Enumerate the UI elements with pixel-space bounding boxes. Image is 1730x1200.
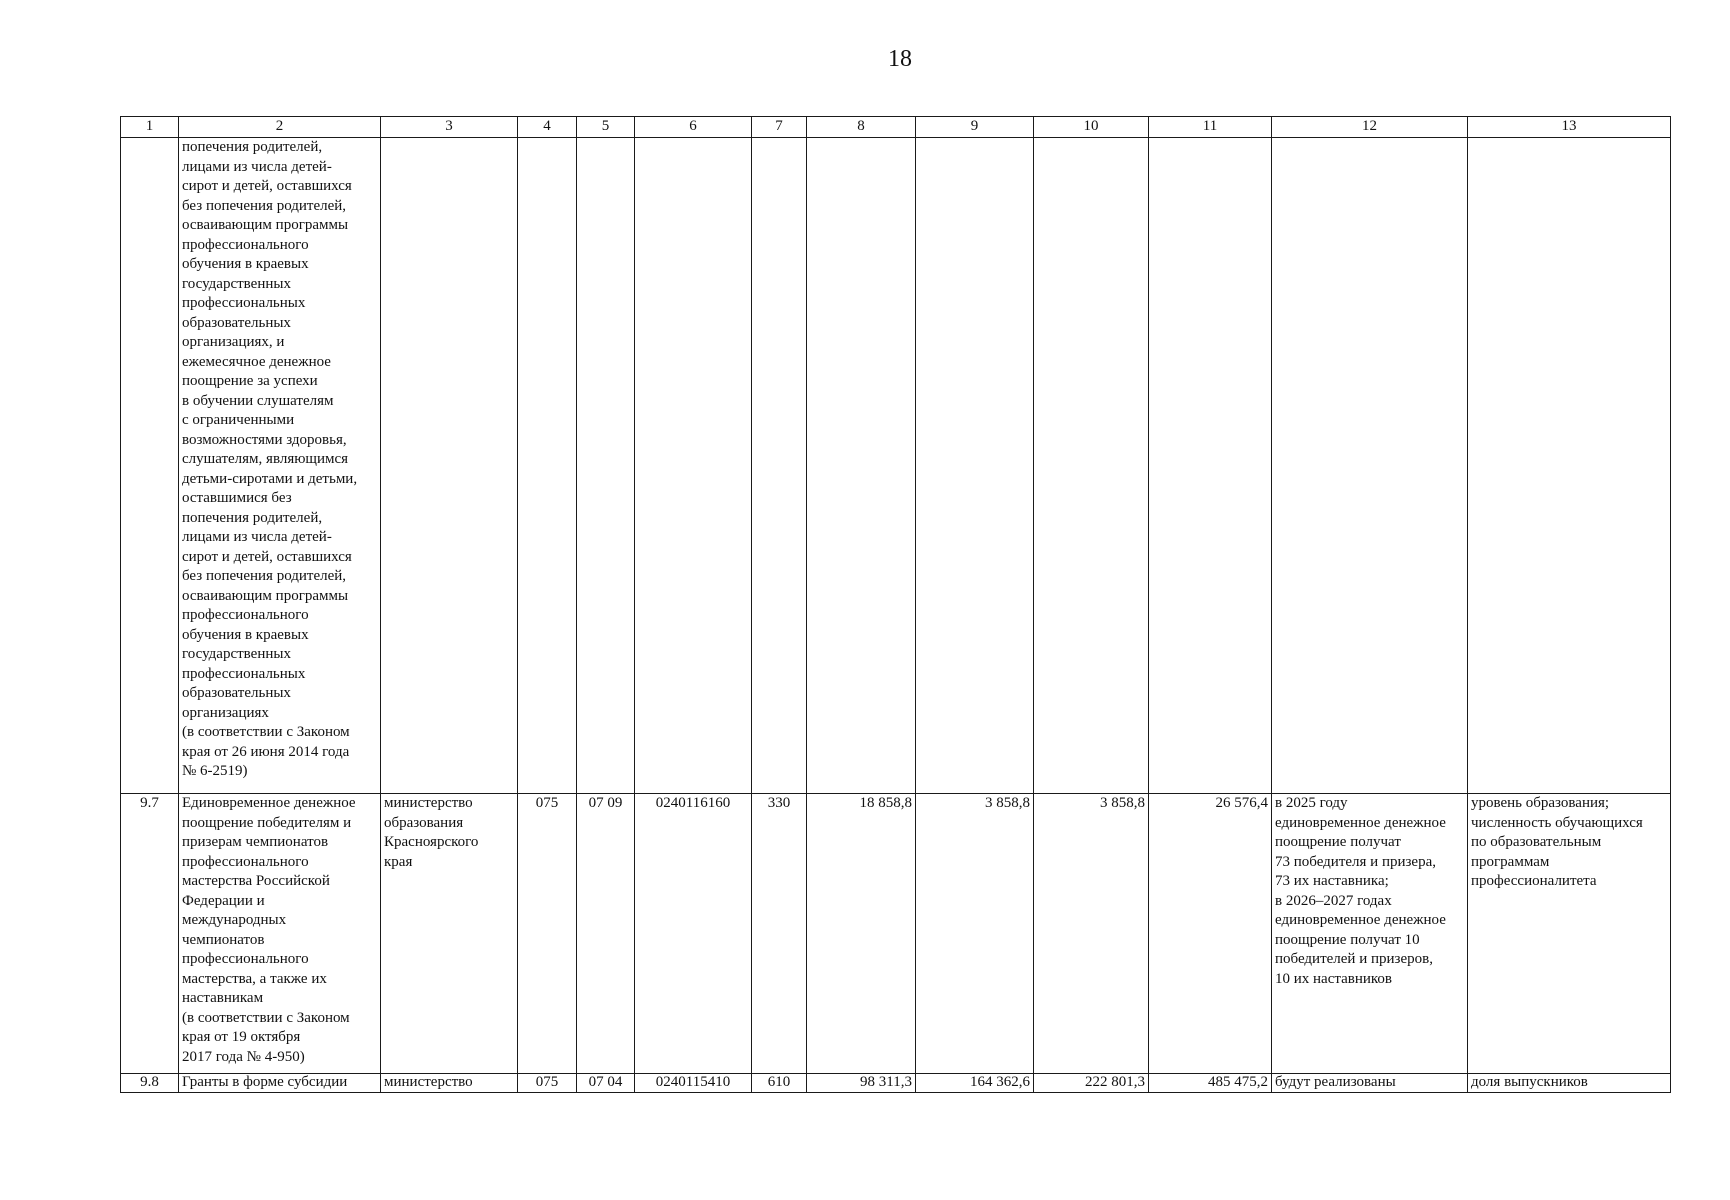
cell-indicator: доля выпускников <box>1468 1074 1671 1093</box>
cell-expense-type <box>752 138 807 794</box>
cell-amount-2026: 164 362,6 <box>916 1074 1034 1093</box>
col-header-1: 1 <box>121 117 179 138</box>
table-row-9-7 <box>121 794 1671 1074</box>
cell-grbs-code: 075 <box>518 794 577 1074</box>
cell-amount-2027: 222 801,3 <box>1034 1074 1149 1093</box>
table-row-continuation <box>121 138 1671 794</box>
cell-amount-2025: 98 311,3 <box>807 1074 916 1093</box>
cell-expected-result: в 2025 году единовременное денежное поощрение получат 73 победителя и призера, 73 их наставника; в 2026–2027 годах единовременное денежное поощрение получат 10 победителей и призеров, 10 их наставников <box>1272 794 1468 1074</box>
cell-section-code <box>577 138 635 794</box>
cell-section-code: 07 04 <box>577 1074 635 1093</box>
cell-amount-2025 <box>807 138 916 794</box>
cell-activity-name: попечения родителей, лицами из числа детей- сирот и детей, оставшихся без попечения родителей, осваивающим программы профессионального обучения в краевых государственных профессиональных образовательных организациях, и ежемесячное денежное поощрение за успехи в обучении слушателям с ограниченными возможностями здоровья, слушателям, являющимся детьми-сиротами и детьми, оставшимися без попечения родителей, лицами из числа детей- сирот и детей, оставшихся без попечения родителей, осваивающим программы профессионального обучения в краевых государственных профессиональных образовательных организациях (в соответствии с Законом края от 26 июня 2014 года № 6-2519) <box>179 138 381 794</box>
cell-number: 9.7 <box>121 794 179 1074</box>
cell-indicator <box>1468 138 1671 794</box>
cell-amount-2027: 3 858,8 <box>1034 794 1149 1074</box>
cell-expense-type: 610 <box>752 1074 807 1093</box>
col-header-7: 7 <box>752 117 807 138</box>
col-header-2: 2 <box>179 117 381 138</box>
col-header-5: 5 <box>577 117 635 138</box>
cell-grbs-code <box>518 138 577 794</box>
cell-number: 9.8 <box>121 1074 179 1093</box>
cell-activity-name: Единовременное денежное поощрение победителям и призерам чемпионатов профессионального мастерства Российской Федерации и международных чемпионатов профессионального мастерства, а также их наставникам (в соответствии с Законом края от 19 октября 2017 года № 4-950) <box>179 794 381 1074</box>
cell-executor: министерство <box>381 1074 518 1093</box>
page-number: 18 <box>888 46 912 72</box>
col-header-4: 4 <box>518 117 577 138</box>
col-header-12: 12 <box>1272 117 1468 138</box>
cell-amount-2025: 18 858,8 <box>807 794 916 1074</box>
cell-number <box>121 138 179 794</box>
header-row <box>121 117 1671 138</box>
cell-target-article <box>635 138 752 794</box>
cell-expected-result <box>1272 138 1468 794</box>
cell-executor <box>381 138 518 794</box>
cell-amount-total <box>1149 138 1272 794</box>
col-header-11: 11 <box>1149 117 1272 138</box>
col-header-10: 10 <box>1034 117 1149 138</box>
cell-target-article: 0240116160 <box>635 794 752 1074</box>
cell-amount-total: 485 475,2 <box>1149 1074 1272 1093</box>
col-header-9: 9 <box>916 117 1034 138</box>
cell-amount-2027 <box>1034 138 1149 794</box>
cell-expense-type: 330 <box>752 794 807 1074</box>
cell-amount-2026: 3 858,8 <box>916 794 1034 1074</box>
table-row-9-8 <box>121 1074 1671 1093</box>
col-header-13: 13 <box>1468 117 1671 138</box>
col-header-6: 6 <box>635 117 752 138</box>
col-header-8: 8 <box>807 117 916 138</box>
cell-grbs-code: 075 <box>518 1074 577 1093</box>
cell-amount-total: 26 576,4 <box>1149 794 1272 1074</box>
cell-activity-name: Гранты в форме субсидии <box>179 1074 381 1093</box>
cell-indicator: уровень образования; численность обучающихся по образовательным программам профессионалитета <box>1468 794 1671 1074</box>
cell-expected-result: будут реализованы <box>1272 1074 1468 1093</box>
cell-executor: министерство образования Красноярского края <box>381 794 518 1074</box>
cell-section-code: 07 09 <box>577 794 635 1074</box>
col-header-3: 3 <box>381 117 518 138</box>
program-activities-table <box>120 116 1671 1093</box>
cell-target-article: 0240115410 <box>635 1074 752 1093</box>
cell-amount-2026 <box>916 138 1034 794</box>
